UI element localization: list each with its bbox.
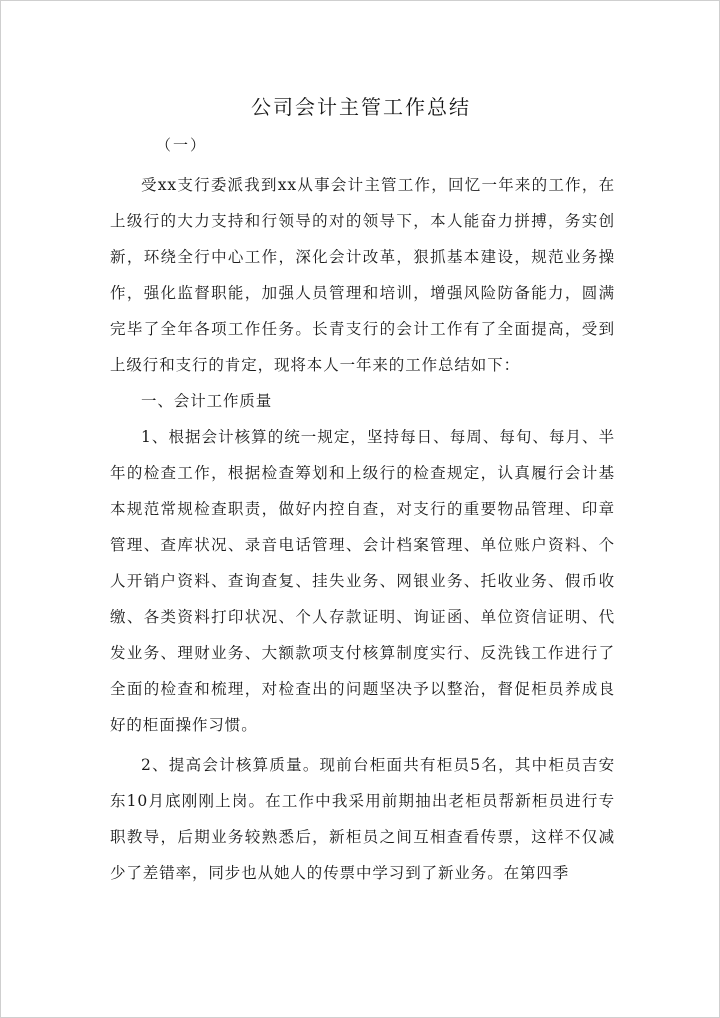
document-body bbox=[110, 167, 615, 891]
paragraph-item-2: 2、提高会计核算质量。现前台柜面共有柜员5名，其中柜员吉安东10月底刚刚上岗。在工作中我采用前期抽出老柜员帮新柜员进行专职教导，后期业务较熟悉后，新柜员之间互相查看传票，这样不仅减少了差错率，同步也从她人的传票中学习到了新业务。在第四季 bbox=[110, 756, 615, 882]
document-title: 公司会计主管工作总结 bbox=[251, 95, 471, 119]
section-marker: （一） bbox=[156, 136, 208, 154]
section-heading-accounting-quality: 一、会计工作质量 bbox=[141, 392, 273, 410]
paragraph-intro: 受xx支行委派我到xx从事会计主管工作，回忆一年来的工作，在上级行的大力支持和行领导的对的领导下，本人能奋力拼搏，务实创新，环绕全行中心工作，深化会计改革，狠抓基本建设，规范业务操作，强化监督职能，加强人员管理和培训，增强风险防备能力，圆满完毕了全年各项工作任务。长青支行的会计工作有了全面提高，受到上级行和支行的肯定，现将本人一年来的工作总结如下： bbox=[110, 176, 615, 374]
paragraph-item-1: 1、根据会计核算的统一规定，坚持每日、每周、每旬、每月、半年的检查工作，根据检查筹划和上级行的检查规定，认真履行会计基本规范常规检查职责，做好内控自查，对支行的重要物品管理、印章管理、查库状况、录音电话管理、会计档案管理、单位账户资料、个人开销户资料、查询查复、挂失业务、网银业务、托收业务、假币收缴、各类资料打印状况、个人存款证明、询证函、单位资信证明、代发业务、理财业务、大额款项支付核算制度实行、反洗钱工作进行了全面的检查和梳理，对检查出的问题坚决予以整治，督促柜员养成良好的柜面操作习惯。 bbox=[110, 428, 615, 734]
